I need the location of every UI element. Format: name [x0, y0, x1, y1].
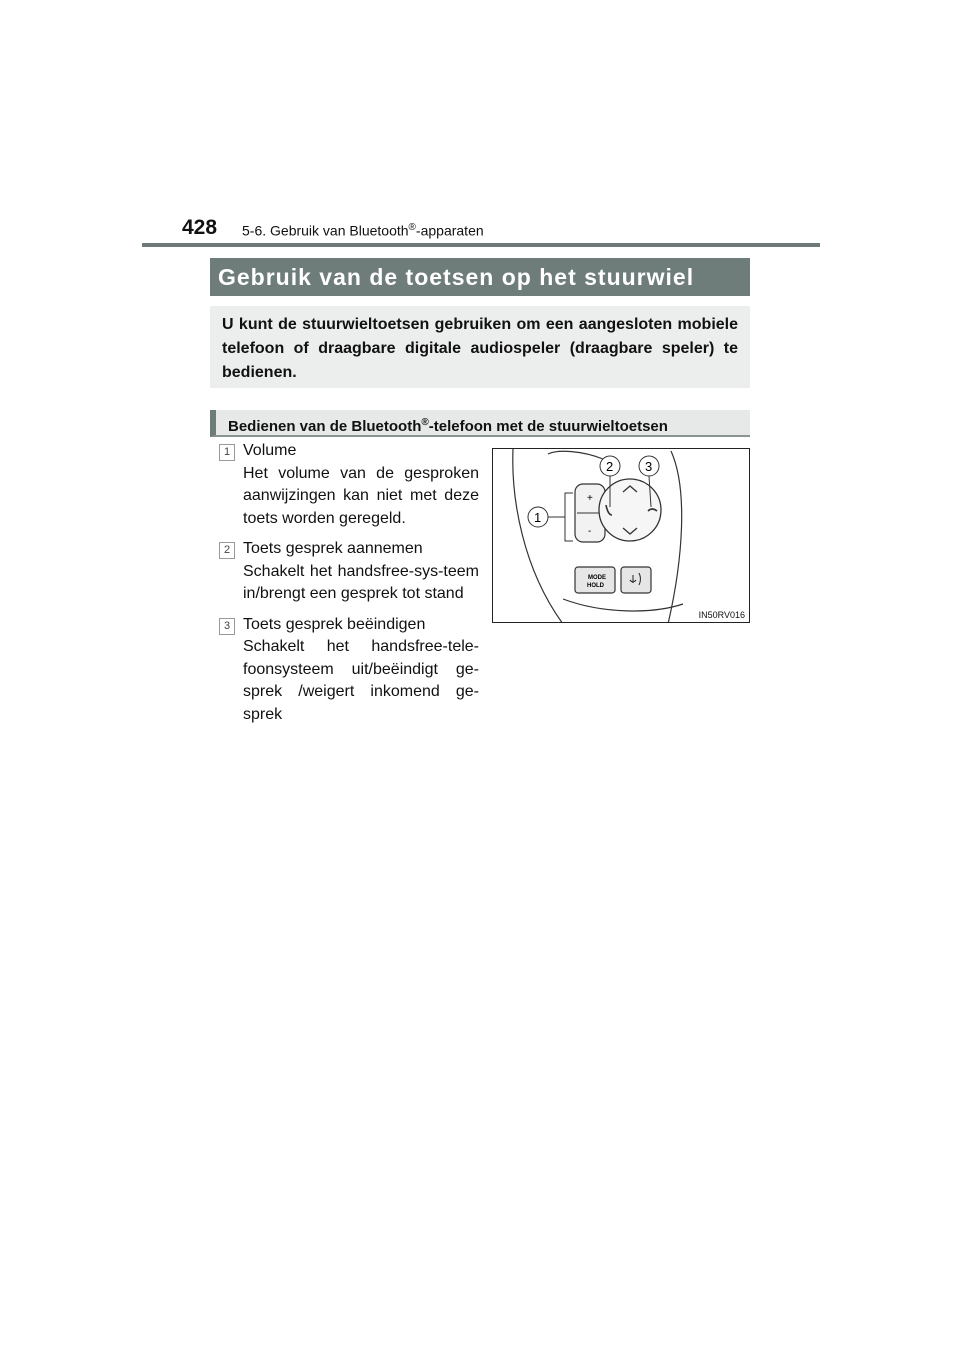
- control-list: [219, 440, 479, 734]
- wheel-outline-top: [548, 451, 603, 459]
- item-label: Volume: [243, 442, 297, 459]
- header-rule: [142, 243, 820, 247]
- wheel-outline-right: [668, 451, 682, 623]
- section-registered-mark: ®: [408, 222, 416, 233]
- section-suffix: -apparaten: [415, 222, 484, 239]
- list-item: [219, 538, 479, 606]
- item-number: 3: [219, 618, 235, 635]
- mode-label: MODE: [588, 575, 606, 581]
- subheading-registered-mark: ®: [421, 417, 429, 428]
- callout-2-label: 2: [606, 459, 614, 474]
- phone-control-pad: [599, 479, 661, 541]
- item-number: 1: [219, 444, 235, 461]
- list-item: [219, 614, 479, 727]
- callout-1-label: 1: [534, 510, 542, 525]
- figure-code: IN50RV016: [698, 610, 745, 620]
- wheel-outline-bottom: [563, 599, 683, 611]
- steering-wheel-figure: [492, 448, 750, 623]
- callout-3-label: 3: [645, 459, 653, 474]
- callout-1-bracket: [565, 493, 573, 541]
- hold-label: HOLD: [587, 583, 604, 589]
- section-reference: [242, 222, 484, 239]
- wheel-outline-left: [513, 449, 563, 623]
- subheading: [210, 410, 750, 437]
- item-number: 2: [219, 542, 235, 559]
- minus-label: -: [588, 526, 592, 537]
- page-title: Gebruik van de toetsen op het stuurwiel: [210, 258, 750, 296]
- item-description: Het volume van de gesproken aanwijzingen kan niet met deze toets worden geregeld.: [243, 464, 479, 527]
- steering-wheel-illustration: [493, 449, 750, 623]
- page-number: 428: [182, 216, 218, 239]
- intro-box: U kunt de stuurwieltoetsen gebruiken om een aangesloten mobiele telefoon of draagbare digitale audiospeler (draagbare speler) te bedienen.: [210, 306, 750, 388]
- list-item: [219, 440, 479, 530]
- subheading-suffix: -telefoon met de stuurwieltoetsen: [428, 418, 668, 435]
- plus-label: +: [587, 493, 593, 504]
- section-prefix: 5-6. Gebruik van Bluetooth: [242, 222, 409, 239]
- item-label: Toets gesprek aannemen: [243, 540, 423, 557]
- item-description: Schakelt het handsfree-sys-teem in/brengt een gesprek tot stand: [243, 562, 479, 602]
- item-label: Toets gesprek beëindigen: [243, 615, 426, 633]
- item-description: Schakelt het handsfree-tele-foonsysteem uit/beëindigt ge-sprek /weigert inkomend ge-sprek: [243, 638, 479, 723]
- subheading-prefix: Bedienen van de Bluetooth: [228, 418, 422, 435]
